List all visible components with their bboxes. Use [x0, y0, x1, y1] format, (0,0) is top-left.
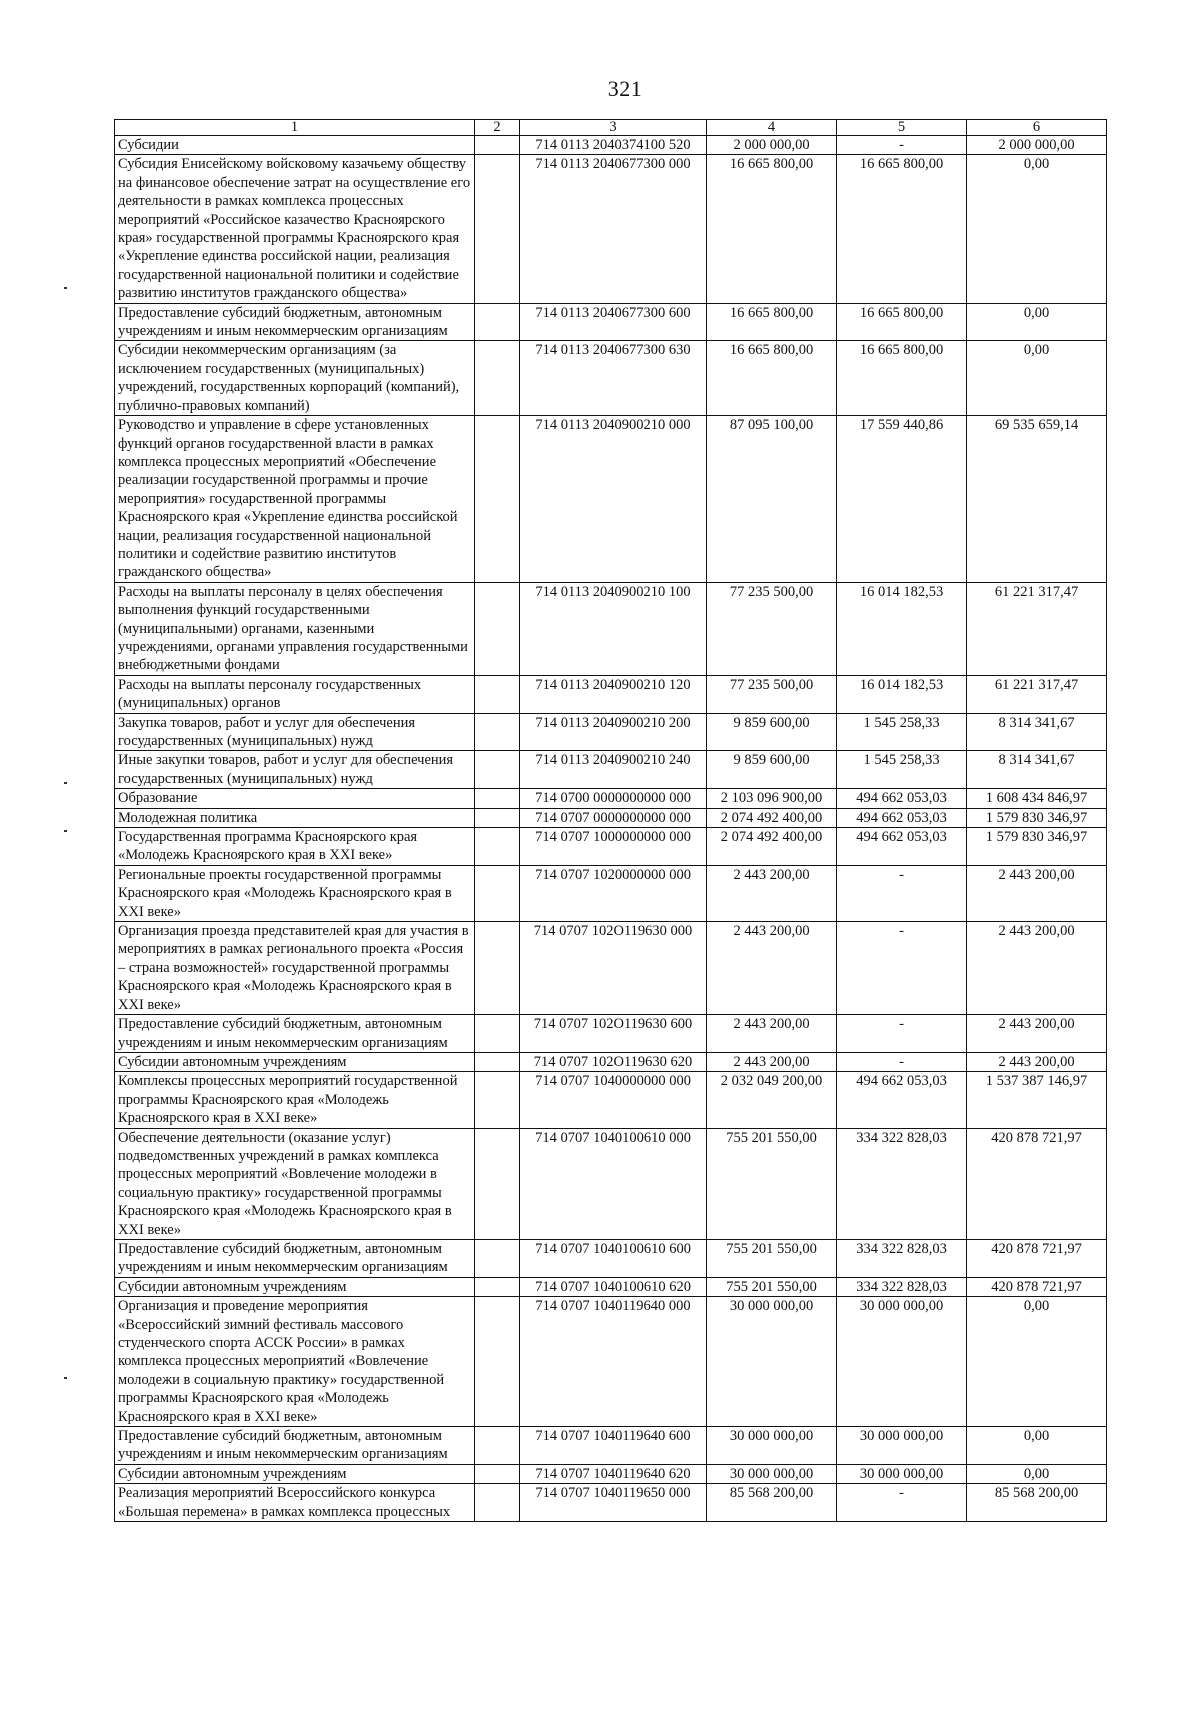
- row-name: Расходы на выплаты персоналу в целях обеспечения выполнения функций государственными (муниципальными) органами, казенными учреждениями, органами управления государственными внебюджетными фондами: [115, 582, 475, 675]
- table-row: [115, 341, 1107, 416]
- row-code: 714 0113 2040900210 200: [520, 713, 707, 751]
- row-remaining: 69 535 659,14: [967, 416, 1107, 583]
- row-name: Субсидии: [115, 136, 475, 155]
- row-name: Субсидии автономным учреждениям: [115, 1277, 475, 1296]
- scan-mark: [64, 830, 67, 832]
- row-remaining: 0,00: [967, 341, 1107, 416]
- row-executed: -: [837, 865, 967, 921]
- row-remaining: 420 878 721,97: [967, 1277, 1107, 1296]
- row-remaining: 0,00: [967, 155, 1107, 303]
- row-code: 714 0707 1040119650 000: [520, 1484, 707, 1522]
- table-row: [115, 155, 1107, 303]
- row-plan: 2 443 200,00: [707, 922, 837, 1015]
- row-col2: [475, 582, 520, 675]
- column-header: 5: [837, 120, 967, 136]
- row-plan: 755 201 550,00: [707, 1239, 837, 1277]
- row-executed: 334 322 828,03: [837, 1128, 967, 1239]
- scan-mark: [64, 1377, 67, 1379]
- row-name: Региональные проекты государственной программы Красноярского края «Молодежь Красноярского края в XXI веке»: [115, 865, 475, 921]
- table-row: [115, 136, 1107, 155]
- row-plan: 2 443 200,00: [707, 1015, 837, 1053]
- row-plan: 16 665 800,00: [707, 303, 837, 341]
- budget-table: [114, 119, 1107, 1522]
- page-number: 321: [607, 76, 643, 101]
- row-name: Субсидия Енисейскому войсковому казачьему обществу на финансовое обеспечение затрат на осуществление его деятельности в рамках комплекса процессных мероприятий «Российское казачество Красноярского края» государственной программы Красноярского края «Укрепление единства российской нации, реализация государственной национальной политики и содействие развитию институтов гражданского общества»: [115, 155, 475, 303]
- row-executed: 1 545 258,33: [837, 751, 967, 789]
- row-code: 714 0707 102О119630 620: [520, 1052, 707, 1071]
- row-executed: 17 559 440,86: [837, 416, 967, 583]
- row-col2: [475, 1052, 520, 1071]
- row-col2: [475, 1277, 520, 1296]
- row-name: Реализация мероприятий Всероссийского конкурса «Большая перемена» в рамках комплекса процессных: [115, 1484, 475, 1522]
- row-remaining: 420 878 721,97: [967, 1128, 1107, 1239]
- row-executed: 494 662 053,03: [837, 789, 967, 808]
- row-executed: 334 322 828,03: [837, 1277, 967, 1296]
- row-col2: [475, 416, 520, 583]
- row-remaining: 8 314 341,67: [967, 751, 1107, 789]
- row-executed: -: [837, 1052, 967, 1071]
- row-code: 714 0707 0000000000 000: [520, 808, 707, 827]
- row-name: Предоставление субсидий бюджетным, автономным учреждениям и иным некоммерческим организациям: [115, 1427, 475, 1465]
- row-code: 714 0113 2040900210 100: [520, 582, 707, 675]
- row-code: 714 0707 1040100610 600: [520, 1239, 707, 1277]
- row-executed: 30 000 000,00: [837, 1427, 967, 1465]
- row-executed: 16 014 182,53: [837, 675, 967, 713]
- table-row: [115, 1052, 1107, 1071]
- row-code: 714 0707 1040100610 000: [520, 1128, 707, 1239]
- row-remaining: 85 568 200,00: [967, 1484, 1107, 1522]
- row-code: 714 0707 1040119640 000: [520, 1297, 707, 1427]
- row-name: Молодежная политика: [115, 808, 475, 827]
- row-executed: -: [837, 1015, 967, 1053]
- row-executed: -: [837, 922, 967, 1015]
- row-plan: 9 859 600,00: [707, 751, 837, 789]
- row-name: Закупка товаров, работ и услуг для обеспечения государственных (муниципальных) нужд: [115, 713, 475, 751]
- column-header: 4: [707, 120, 837, 136]
- row-plan: 77 235 500,00: [707, 582, 837, 675]
- table-row: [115, 1427, 1107, 1465]
- row-plan: 9 859 600,00: [707, 713, 837, 751]
- row-remaining: 2 000 000,00: [967, 136, 1107, 155]
- row-code: 714 0707 1020000000 000: [520, 865, 707, 921]
- row-col2: [475, 789, 520, 808]
- row-name: Субсидии некоммерческим организациям (за исключением государственных (муниципальных) учреждений, государственных корпораций (компаний), публично-правовых компаний): [115, 341, 475, 416]
- table-row: [115, 713, 1107, 751]
- row-remaining: 61 221 317,47: [967, 675, 1107, 713]
- row-name: Организация и проведение мероприятия «Всероссийский зимний фестиваль массового студенческого спорта АССК России» в рамках комплекса процессных мероприятий «Вовлечение молодежи в социальную практику» государственной программы Красноярского края «Молодежь Красноярского края в XXI веке»: [115, 1297, 475, 1427]
- table-row: [115, 582, 1107, 675]
- scan-mark: [64, 287, 67, 289]
- row-code: 714 0707 1000000000 000: [520, 828, 707, 866]
- table-row: [115, 1277, 1107, 1296]
- row-col2: [475, 828, 520, 866]
- table-row: [115, 1128, 1107, 1239]
- row-remaining: 1 537 387 146,97: [967, 1072, 1107, 1128]
- table-row: [115, 1072, 1107, 1128]
- row-name: Иные закупки товаров, работ и услуг для обеспечения государственных (муниципальных) нужд: [115, 751, 475, 789]
- row-remaining: 1 608 434 846,97: [967, 789, 1107, 808]
- row-remaining: 61 221 317,47: [967, 582, 1107, 675]
- row-plan: 30 000 000,00: [707, 1297, 837, 1427]
- table-row: [115, 751, 1107, 789]
- table-row: [115, 828, 1107, 866]
- row-plan: 16 665 800,00: [707, 341, 837, 416]
- row-remaining: 2 443 200,00: [967, 922, 1107, 1015]
- row-col2: [475, 865, 520, 921]
- row-executed: 494 662 053,03: [837, 808, 967, 827]
- table-row: [115, 1464, 1107, 1483]
- row-plan: 2 443 200,00: [707, 865, 837, 921]
- row-code: 714 0113 2040677300 600: [520, 303, 707, 341]
- column-header: 2: [475, 120, 520, 136]
- row-remaining: 0,00: [967, 1297, 1107, 1427]
- row-code: 714 0707 1040119640 600: [520, 1427, 707, 1465]
- row-col2: [475, 1464, 520, 1483]
- row-remaining: 0,00: [967, 1464, 1107, 1483]
- row-col2: [475, 341, 520, 416]
- row-plan: 16 665 800,00: [707, 155, 837, 303]
- row-col2: [475, 1297, 520, 1427]
- table-row: [115, 922, 1107, 1015]
- row-name: Комплексы процессных мероприятий государственной программы Красноярского края «Молодежь Красноярского края в XXI веке»: [115, 1072, 475, 1128]
- table-row: [115, 1015, 1107, 1053]
- row-code: 714 0113 2040900210 120: [520, 675, 707, 713]
- row-executed: 30 000 000,00: [837, 1464, 967, 1483]
- row-name: Предоставление субсидий бюджетным, автономным учреждениям и иным некоммерческим организациям: [115, 1239, 475, 1277]
- table-row: [115, 416, 1107, 583]
- table-row: [115, 1239, 1107, 1277]
- row-code: 714 0707 102О119630 000: [520, 922, 707, 1015]
- row-col2: [475, 303, 520, 341]
- row-plan: 2 074 492 400,00: [707, 808, 837, 827]
- table-row: [115, 675, 1107, 713]
- row-remaining: 2 443 200,00: [967, 865, 1107, 921]
- row-col2: [475, 136, 520, 155]
- row-plan: 2 103 096 900,00: [707, 789, 837, 808]
- row-executed: -: [837, 136, 967, 155]
- scan-mark: [64, 782, 67, 784]
- row-plan: 2 074 492 400,00: [707, 828, 837, 866]
- row-col2: [475, 1128, 520, 1239]
- row-code: 714 0113 2040374100 520: [520, 136, 707, 155]
- row-executed: 30 000 000,00: [837, 1297, 967, 1427]
- row-plan: 2 000 000,00: [707, 136, 837, 155]
- row-plan: 77 235 500,00: [707, 675, 837, 713]
- column-header: 6: [967, 120, 1107, 136]
- row-col2: [475, 1072, 520, 1128]
- row-plan: 2 443 200,00: [707, 1052, 837, 1071]
- row-plan: 755 201 550,00: [707, 1128, 837, 1239]
- row-name: Организация проезда представителей края для участия в мероприятиях в рамках регионального проекта «Россия – страна возможностей» государственной программы Красноярского края «Молодежь Красноярского края в XXI веке»: [115, 922, 475, 1015]
- row-col2: [475, 675, 520, 713]
- table-row: [115, 865, 1107, 921]
- row-col2: [475, 1427, 520, 1465]
- row-name: Обеспечение деятельности (оказание услуг) подведомственных учреждений в рамках комплекса процессных мероприятий «Вовлечение молодежи в социальную практику» государственной программы Красноярского края «Молодежь Красноярского края в XXI веке»: [115, 1128, 475, 1239]
- table-row: [115, 1484, 1107, 1522]
- row-name: Руководство и управление в сфере установленных функций органов государственной власти в рамках комплекса процессных мероприятий «Обеспечение реализации государственной программы и прочие мероприятия» государственной программы Красноярского края «Укрепление единства российской нации, реализация государственной национальной политики и содействие развитию институтов гражданского общества»: [115, 416, 475, 583]
- row-executed: 16 665 800,00: [837, 341, 967, 416]
- row-code: 714 0707 1040000000 000: [520, 1072, 707, 1128]
- row-col2: [475, 155, 520, 303]
- row-code: 714 0113 2040900210 000: [520, 416, 707, 583]
- row-remaining: 0,00: [967, 303, 1107, 341]
- row-col2: [475, 808, 520, 827]
- header-row: [115, 120, 1107, 136]
- row-remaining: 2 443 200,00: [967, 1015, 1107, 1053]
- row-name: Расходы на выплаты персоналу государственных (муниципальных) органов: [115, 675, 475, 713]
- row-name: Образование: [115, 789, 475, 808]
- row-remaining: 1 579 830 346,97: [967, 828, 1107, 866]
- table-body: [115, 136, 1107, 1522]
- row-name: Предоставление субсидий бюджетным, автономным учреждениям и иным некоммерческим организациям: [115, 1015, 475, 1053]
- row-code: 714 0113 2040677300 630: [520, 341, 707, 416]
- row-plan: 85 568 200,00: [707, 1484, 837, 1522]
- row-executed: 494 662 053,03: [837, 1072, 967, 1128]
- row-plan: 30 000 000,00: [707, 1464, 837, 1483]
- column-header: 1: [115, 120, 475, 136]
- row-plan: 755 201 550,00: [707, 1277, 837, 1296]
- row-code: 714 0707 1040119640 620: [520, 1464, 707, 1483]
- column-header: 3: [520, 120, 707, 136]
- row-code: 714 0707 1040100610 620: [520, 1277, 707, 1296]
- row-remaining: 1 579 830 346,97: [967, 808, 1107, 827]
- row-col2: [475, 1484, 520, 1522]
- table-row: [115, 1297, 1107, 1427]
- row-col2: [475, 1015, 520, 1053]
- row-code: 714 0113 2040677300 000: [520, 155, 707, 303]
- row-executed: 334 322 828,03: [837, 1239, 967, 1277]
- table-row: [115, 789, 1107, 808]
- row-col2: [475, 1239, 520, 1277]
- row-executed: 16 014 182,53: [837, 582, 967, 675]
- row-plan: 87 095 100,00: [707, 416, 837, 583]
- row-executed: 494 662 053,03: [837, 828, 967, 866]
- row-executed: 1 545 258,33: [837, 713, 967, 751]
- row-remaining: 420 878 721,97: [967, 1239, 1107, 1277]
- row-executed: 16 665 800,00: [837, 155, 967, 303]
- row-code: 714 0113 2040900210 240: [520, 751, 707, 789]
- row-name: Субсидии автономным учреждениям: [115, 1464, 475, 1483]
- table-row: [115, 808, 1107, 827]
- row-plan: 2 032 049 200,00: [707, 1072, 837, 1128]
- row-name: Субсидии автономным учреждениям: [115, 1052, 475, 1071]
- row-executed: -: [837, 1484, 967, 1522]
- table-row: [115, 303, 1107, 341]
- row-col2: [475, 922, 520, 1015]
- row-remaining: 8 314 341,67: [967, 713, 1107, 751]
- row-remaining: 0,00: [967, 1427, 1107, 1465]
- row-code: 714 0707 102О119630 600: [520, 1015, 707, 1053]
- row-name: Предоставление субсидий бюджетным, автономным учреждениям и иным некоммерческим организациям: [115, 303, 475, 341]
- row-remaining: 2 443 200,00: [967, 1052, 1107, 1071]
- row-plan: 30 000 000,00: [707, 1427, 837, 1465]
- row-col2: [475, 713, 520, 751]
- row-executed: 16 665 800,00: [837, 303, 967, 341]
- row-code: 714 0700 0000000000 000: [520, 789, 707, 808]
- row-name: Государственная программа Красноярского края «Молодежь Красноярского края в XXI веке»: [115, 828, 475, 866]
- row-col2: [475, 751, 520, 789]
